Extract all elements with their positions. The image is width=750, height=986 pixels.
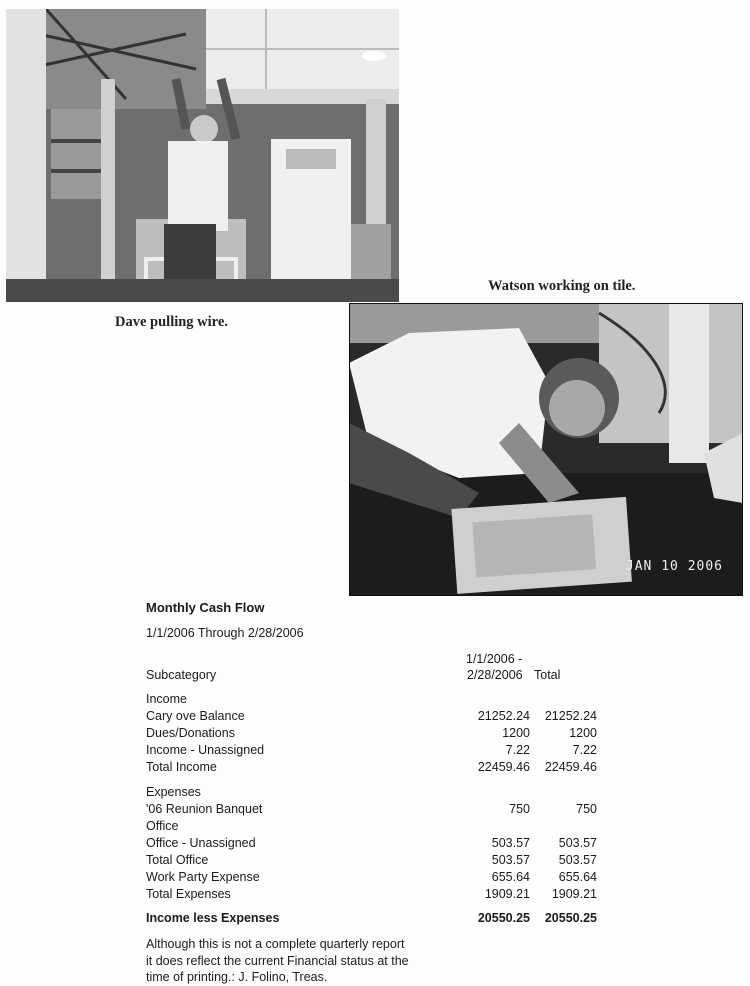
table-row	[146, 910, 616, 927]
row-label: Income - Unassigned	[146, 743, 265, 757]
total-header: Total	[534, 668, 561, 682]
table-row	[146, 784, 616, 801]
row-period-value: 503.57	[491, 853, 530, 867]
row-label: Office	[146, 819, 179, 833]
row-total-value: 503.57	[558, 853, 597, 867]
note-line-3: time of printing.: J. Folino, Treas.	[146, 970, 328, 984]
row-period-value: 20550.25	[477, 911, 530, 925]
report-date-range: 1/1/2006 Through 2/28/2006	[146, 626, 304, 640]
table-row	[146, 835, 616, 852]
row-label: Dues/Donations	[146, 726, 235, 740]
subcategory-header: Subcategory	[146, 668, 217, 682]
table-row	[146, 818, 616, 835]
note-line-2: it does reflect the current Financial status at the	[146, 953, 409, 968]
row-total-value: 1200	[569, 726, 597, 740]
row-label: Total Office	[146, 853, 209, 867]
row-total-value: 7.22	[572, 743, 597, 757]
period-header-line1: 1/1/2006 -	[466, 652, 523, 666]
caption-dave: Dave pulling wire.	[115, 314, 228, 330]
table-row	[146, 886, 616, 903]
table-row	[146, 852, 616, 869]
row-period-value: 655.64	[491, 870, 530, 884]
row-total-value: 503.57	[558, 836, 597, 850]
row-period-value: 21252.24	[477, 709, 530, 723]
row-period-value: 7.22	[505, 743, 530, 757]
note-line-1: Although this is not a complete quarterly report	[146, 937, 405, 951]
row-label: Income less Expenses	[146, 911, 280, 925]
row-label: '06 Reunion Banquet	[146, 802, 263, 816]
treasurer-note	[146, 936, 456, 986]
table-row	[146, 759, 616, 776]
row-total-value: 20550.25	[544, 911, 597, 925]
photo-dave-pulling-wire	[6, 9, 399, 302]
row-label: Cary ove Balance	[146, 709, 245, 723]
row-label: Income	[146, 692, 187, 706]
report-title: Monthly Cash Flow	[146, 600, 265, 615]
row-total-value: 22459.46	[544, 760, 597, 774]
table-row	[146, 725, 616, 742]
row-period-value: 1200	[502, 726, 530, 740]
row-label: Expenses	[146, 785, 201, 799]
row-label: Total Expenses	[146, 887, 231, 901]
row-label: Work Party Expense	[146, 870, 260, 884]
row-total-value: 21252.24	[544, 709, 597, 723]
row-period-value: 1909.21	[484, 887, 530, 901]
table-row	[146, 869, 616, 886]
photo-watson-working-on-tile	[349, 303, 743, 596]
row-period-value: 750	[509, 802, 530, 816]
table-row	[146, 708, 616, 725]
caption-watson: Watson working on tile.	[488, 278, 636, 294]
row-total-value: 655.64	[558, 870, 597, 884]
row-label: Total Income	[146, 760, 217, 774]
period-header-line2: 2/28/2006	[467, 668, 523, 682]
table-row	[146, 801, 616, 818]
table-row	[146, 742, 616, 759]
row-period-value: 22459.46	[477, 760, 530, 774]
table-row	[146, 691, 616, 708]
row-total-value: 750	[576, 802, 597, 816]
date-stamp: JAN 10 2006	[625, 559, 723, 574]
row-period-value: 503.57	[491, 836, 530, 850]
row-label: Office - Unassigned	[146, 836, 256, 850]
row-total-value: 1909.21	[551, 887, 597, 901]
